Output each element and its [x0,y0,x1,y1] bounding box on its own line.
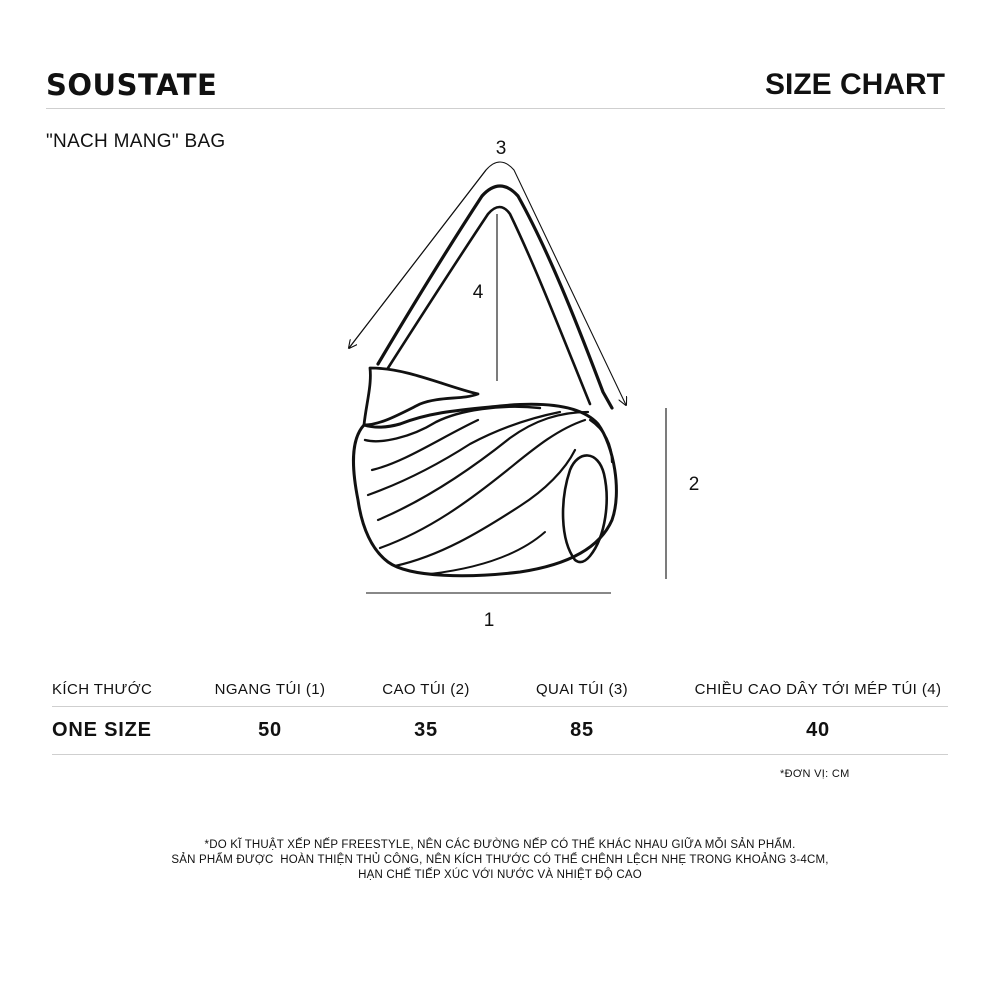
table-row [52,706,948,755]
header-height: CAO TÚI (2) [382,681,470,698]
drop-dimension-label: 4 [472,282,484,303]
drop-value: 40 [806,719,830,741]
care-note [100,838,900,883]
header-width: NGANG TÚI (1) [214,681,326,698]
table-header-row [52,674,948,706]
header-drop: CHIỀU CAO DÂY TỚI MÉP TÚI (4) [694,681,942,698]
width-dimension-label: 1 [483,610,495,631]
care-note-line: HẠN CHẾ TIẾP XÚC VỚI NƯỚC VÀ NHIỆT ĐỘ CAO [358,869,642,881]
width-value: 50 [258,719,282,741]
height-value: 35 [414,719,438,741]
handle-value: 85 [570,719,594,741]
size-name: ONE SIZE [52,719,152,741]
unit-note: *ĐƠN VỊ: CM [780,768,850,780]
page-title: SIZE CHART [765,68,945,101]
handle-dimension-label: 3 [495,138,507,159]
size-table [52,674,948,755]
care-note-line: SẢN PHẨM ĐƯỢC HOÀN THIỆN THỦ CÔNG, NÊN KÍCH THƯỚC CÓ THỂ CHÊNH LỆCH NHẸ TRONG KHOẢNG 3-4CM, [171,854,829,866]
brand-logo: SOUSTATE [46,68,218,102]
header-size: KÍCH THƯỚC [52,681,153,698]
bag-body [353,368,616,576]
height-dimension-label: 2 [688,474,700,495]
care-note-line: *DO KĨ THUẬT XẾP NẾP FREESTYLE, NÊN CÁC ĐƯỜNG NẾP CÓ THỂ KHÁC NHAU GIỮA MỖI SẢN PHẨM. [204,839,796,851]
product-name: "NACH MANG" BAG [46,131,226,152]
header-handle: QUAI TÚI (3) [535,681,629,698]
